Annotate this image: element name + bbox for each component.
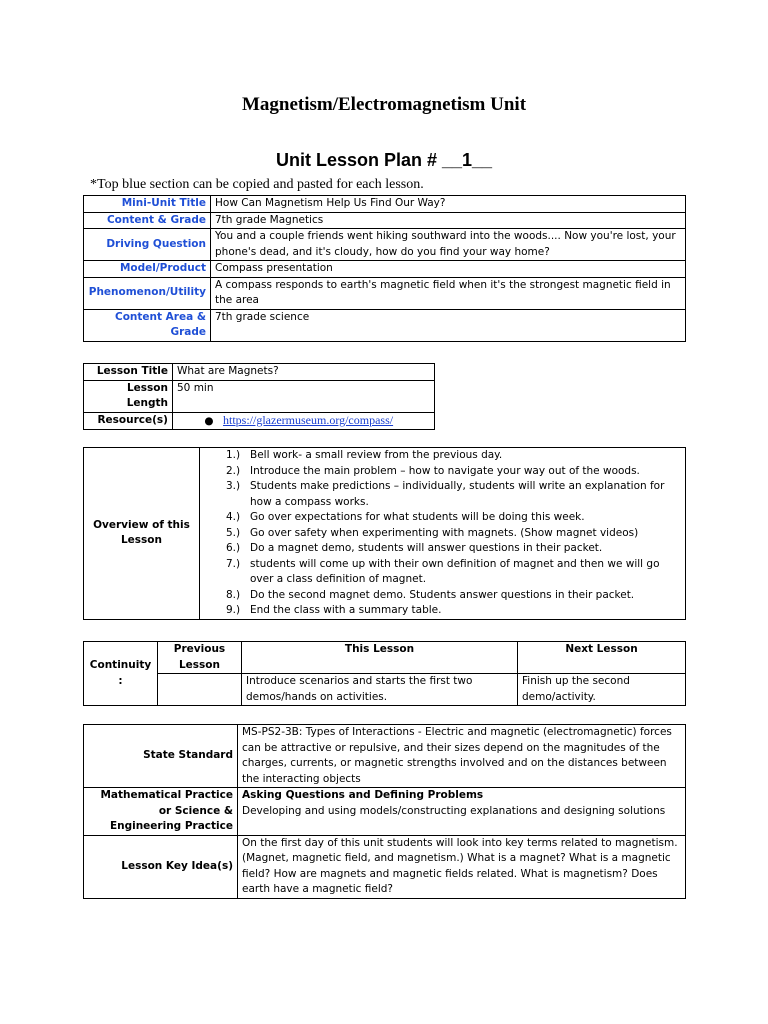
bullet-icon: ● bbox=[204, 414, 214, 427]
mini-unit-title-row bbox=[84, 196, 686, 213]
overview-list-item bbox=[204, 464, 681, 480]
list-number: 2.) bbox=[226, 464, 241, 477]
list-text: End the class with a summary table. bbox=[250, 604, 442, 616]
previous-lesson-header: Previous Lesson bbox=[158, 642, 242, 674]
lesson-info-table bbox=[83, 363, 435, 430]
content-grade-value: 7th grade Magnetics bbox=[211, 212, 686, 229]
driving-question-row bbox=[84, 229, 686, 261]
model-product-label: Model/Product bbox=[84, 261, 211, 278]
mini-unit-title-label: Mini-Unit Title bbox=[84, 196, 211, 213]
continuity-content-row bbox=[84, 674, 686, 706]
overview-list-item bbox=[204, 557, 681, 588]
model-product-value: Compass presentation bbox=[211, 261, 686, 278]
lesson-title-label: Lesson Title bbox=[84, 364, 173, 381]
list-number: 9.) bbox=[226, 604, 241, 616]
resources-value bbox=[173, 412, 435, 430]
list-number: 1.) bbox=[226, 449, 241, 461]
driving-question-value: You and a couple friends went hiking southward into the woods.... Now you're lost, your phone's dead, and it's cloudy, how do you find your way home? bbox=[211, 229, 686, 261]
continuity-label: Continuity : bbox=[84, 642, 158, 706]
list-number: 3.) bbox=[226, 480, 241, 492]
content-grade-label: Content & Grade bbox=[84, 212, 211, 229]
overview-label: Overview of this Lesson bbox=[84, 448, 200, 620]
list-text: students will come up with their own definition of magnet and then we will go over a class definition of magnet. bbox=[250, 557, 660, 585]
overview-list-item bbox=[204, 603, 681, 619]
list-number: 7.) bbox=[226, 557, 241, 570]
phenomenon-value: A compass responds to earth's magnetic field when it's the strongest magnetic field in the area bbox=[211, 277, 686, 309]
document-title: Magnetism/Electromagnetism Unit bbox=[241, 94, 527, 115]
practice-text: Developing and using models/constructing explanations and designing solutions bbox=[242, 804, 666, 817]
list-text: Students make predictions – individually, students will write an explanation for how a compass works. bbox=[250, 480, 665, 508]
key-ideas-row bbox=[84, 835, 686, 898]
resources-label: Resource(s) bbox=[84, 412, 173, 430]
previous-lesson-value bbox=[158, 674, 242, 706]
list-text: Do the second magnet demo. Students answer questions in their packet. bbox=[250, 588, 635, 601]
mini-unit-title-value: How Can Magnetism Help Us Find Our Way? bbox=[211, 196, 686, 213]
resources-row bbox=[84, 412, 435, 430]
this-lesson-value: Introduce scenarios and starts the first two demos/hands on activities. bbox=[242, 674, 518, 706]
lesson-length-row bbox=[84, 380, 435, 412]
resource-link[interactable]: https://glazermuseum.org/compass/ bbox=[223, 412, 394, 427]
overview-list-item bbox=[204, 541, 681, 557]
next-lesson-value: Finish up the second demo/activity. bbox=[518, 674, 686, 706]
driving-question-label: Driving Question bbox=[84, 229, 211, 261]
continuity-table bbox=[83, 641, 686, 706]
list-text: Bell work- a small review from the previous day. bbox=[250, 449, 503, 461]
overview-list-item bbox=[204, 448, 681, 464]
list-number: 8.) bbox=[226, 588, 241, 601]
key-ideas-value: On the first day of this unit students will look into key terms related to magnetism. (Magnet, magnetic field, and magnetism.) What is a magnet? What is a magnetic field? How are magnets and magnetic fields related. What is magnetism? Does earth have a magnetic field? bbox=[238, 835, 686, 898]
lesson-title-row bbox=[84, 364, 435, 381]
content-area-value: 7th grade science bbox=[211, 309, 686, 341]
phenomenon-row bbox=[84, 277, 686, 309]
continuity-header-row bbox=[84, 642, 686, 674]
key-ideas-label: Lesson Key Idea(s) bbox=[84, 835, 238, 898]
overview-list bbox=[204, 448, 681, 619]
state-standard-row bbox=[84, 725, 686, 788]
lesson-plan-title: Unit Lesson Plan # __1__ bbox=[275, 150, 493, 170]
practice-value bbox=[238, 788, 686, 836]
list-text: Introduce the main problem – how to navigate your way out of the woods. bbox=[250, 464, 640, 477]
overview-list-item bbox=[204, 479, 681, 510]
list-text: Do a magnet demo, students will answer questions in their packet. bbox=[250, 542, 603, 554]
lesson-length-value: 50 min bbox=[173, 380, 435, 412]
list-text: Go over expectations for what students will be doing this week. bbox=[250, 511, 585, 523]
content-area-row bbox=[84, 309, 686, 341]
phenomenon-label: Phenomenon/Utility bbox=[84, 277, 211, 309]
overview-content bbox=[200, 448, 686, 620]
practice-heading: Asking Questions and Defining Problems bbox=[242, 789, 484, 801]
model-product-row bbox=[84, 261, 686, 278]
standards-table bbox=[83, 724, 686, 899]
content-grade-row bbox=[84, 212, 686, 229]
this-lesson-header: This Lesson bbox=[242, 642, 518, 674]
content-area-label: Content Area & Grade bbox=[84, 309, 211, 341]
list-number: 6.) bbox=[226, 542, 241, 554]
practice-row bbox=[84, 788, 686, 836]
overview-table bbox=[83, 447, 686, 620]
state-standard-label: State Standard bbox=[84, 725, 238, 788]
state-standard-value: MS-PS2-3B: Types of Interactions - Electric and magnetic (electromagnetic) forces can be attractive or repulsive, and their sizes depend on the magnitudes of the charges, currents, or magnetic strengths involved and on the distances between the interacting objects bbox=[238, 725, 686, 788]
lesson-title-value: What are Magnets? bbox=[173, 364, 435, 381]
overview-list-item bbox=[204, 510, 681, 526]
list-text: Go over safety when experimenting with magnets. (Show magnet videos) bbox=[250, 526, 639, 539]
next-lesson-header: Next Lesson bbox=[518, 642, 686, 674]
overview-row bbox=[84, 448, 686, 620]
overview-list-item bbox=[204, 526, 681, 542]
lesson-length-label: Lesson Length bbox=[84, 380, 173, 412]
list-number: 4.) bbox=[226, 511, 241, 523]
unit-info-table bbox=[83, 195, 686, 342]
overview-list-item bbox=[204, 588, 681, 604]
list-number: 5.) bbox=[226, 526, 241, 539]
copy-note: *Top blue section can be copied and pasted for each lesson. bbox=[90, 177, 424, 192]
practice-label: Mathematical Practice or Science & Engineering Practice bbox=[84, 788, 238, 836]
